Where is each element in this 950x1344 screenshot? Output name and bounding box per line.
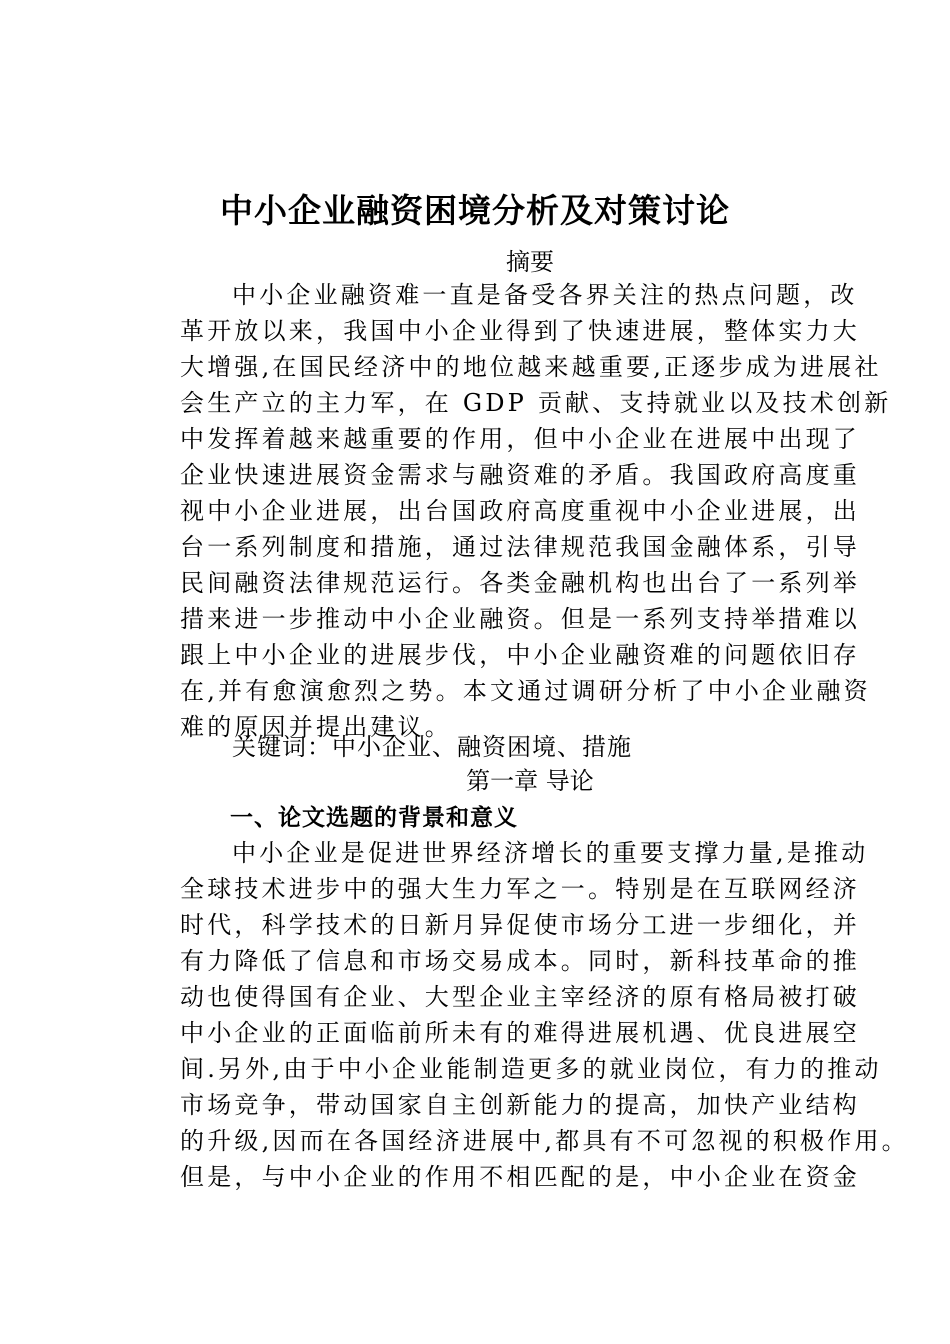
intro-line: 全球技术进步中的强大生力军之一。特别是在互联网经济 [180, 875, 860, 903]
abstract-line: 民间融资法律规范运行。各类金融机构也出台了一系列举 [180, 569, 860, 597]
abstract-line: 企业快速进展资金需求与融资难的矛盾。我国政府高度重 [180, 461, 860, 489]
intro-line: 动也使得国有企业、大型企业主宰经济的原有格局被打破 [180, 983, 860, 1011]
abstract-line: 大增强,在国民经济中的地位越来越重要,正逐步成为进展社 [180, 353, 882, 381]
abstract-line: 难的原因并提出建议。 [180, 713, 452, 741]
abstract-line: 会生产立的主力军，在 GDP 贡献、支持就业以及技术创新 [180, 389, 892, 417]
intro-paragraph [180, 835, 909, 1195]
intro-line: 中小企业的正面临前所未有的难得进展机遇、优良进展空 [180, 1019, 860, 1047]
intro-line: 有力降低了信息和市场交易成本。同时，新科技革命的推 [180, 947, 860, 975]
abstract-line: 在,并有愈演愈烈之势。本文通过调研分析了中小企业融资 [180, 677, 871, 705]
abstract-line: 革开放以来，我国中小企业得到了快速进展，整体实力大 [180, 317, 860, 345]
keywords-line: 关键词：中小企业、融资困境、措施 [232, 733, 632, 761]
document-title: 中小企业融资困境分析及对策讨论 [220, 191, 730, 230]
abstract-line: 中小企业融资难一直是备受各界关注的热点问题，改 [232, 281, 858, 309]
abstract-line: 跟上中小企业的进展步伐，中小企业融资难的问题依旧存 [180, 641, 860, 669]
intro-line: 但是，与中小企业的作用不相匹配的是，中小企业在资金 [180, 1163, 860, 1191]
intro-line: 的升级,因而在各国经济进展中,都具有不可忽视的积极作用。 [180, 1127, 909, 1155]
chapter-heading: 第一章 导论 [466, 767, 594, 795]
abstract-paragraph [180, 277, 892, 745]
abstract-line: 台一系列制度和措施，通过法律规范我国金融体系，引导 [180, 533, 860, 561]
abstract-heading: 摘要 [506, 248, 554, 276]
abstract-line: 视中小企业进展，出台国政府高度重视中小企业进展，出 [180, 497, 860, 525]
intro-line: 时代，科学技术的日新月异促使市场分工进一步细化，并 [180, 911, 860, 939]
abstract-line: 中发挥着越来越重要的作用，但中小企业在进展中出现了 [180, 425, 860, 453]
intro-line: 间.另外,由于中小企业能制造更多的就业岗位，有力的推动 [180, 1055, 882, 1083]
abstract-line: 措来进一步推动中小企业融资。但是一系列支持举措难以 [180, 605, 860, 633]
intro-line: 中小企业是促进世界经济增长的重要支撑力量,是推动 [232, 839, 869, 867]
section-heading: 一、论文选题的背景和意义 [230, 804, 518, 831]
intro-line: 市场竞争，带动国家自主创新能力的提高，加快产业结构 [180, 1091, 860, 1119]
